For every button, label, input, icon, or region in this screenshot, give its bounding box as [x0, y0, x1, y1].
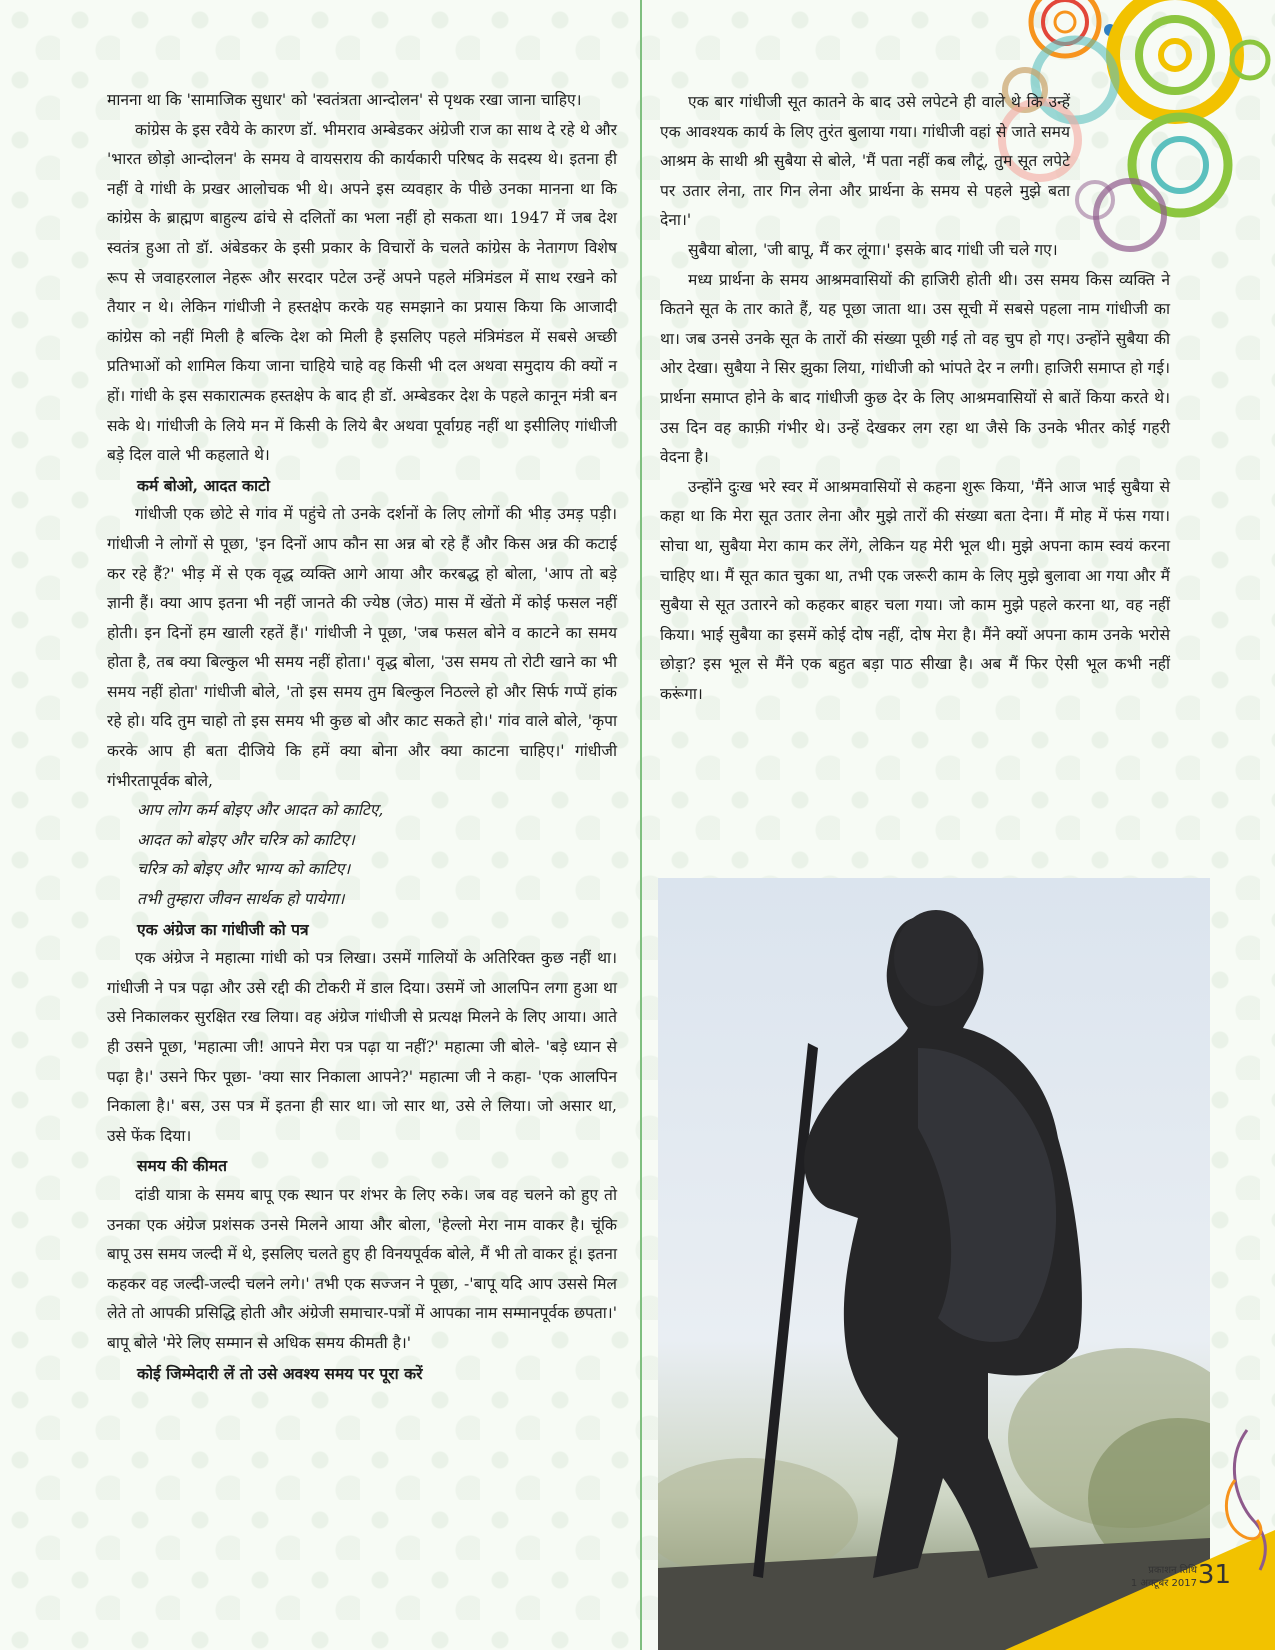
- paragraph: दांडी यात्रा के समय बापू एक स्थान पर शंभर के लिए रुके। जब वह चलने को हुए तो उनका एक अंग्रेज प्रशंसक उनसे मिलने आया और बोला, 'हेल्लो मेरा नाम वाकर है। चूंकि बापू उस समय जल्दी में थे, इसलिए चलते हुए ही विनयपूर्वक बोले, मैं भी तो वाकर हूं। इतना कहकर वह जल्दी-जल्दी चलने लगे।' तभी एक सज्जन ने पूछा, -'बापू यदि आप उससे मिल लेते तो आपकी प्रसिद्धि होती और अंग्रेजी समाचार-पत्रों में आपका नाम सम्मानपूर्वक छपता।' बापू बोले 'मेरे लिए सम्मान से अधिक समय कीमती है।': [107, 1185, 617, 1352]
- section-heading: कोई जिम्मेदारी लें तो उसे अवश्य समय पर पूरा करें: [137, 1363, 423, 1383]
- column-divider: [640, 0, 642, 1650]
- right-column: [660, 88, 1170, 709]
- paragraph: एक अंग्रेज ने महात्मा गांधी को पत्र लिखा। उसमें गालियों के अतिरिक्त कुछ नहीं था। गांधीजी ने पत्र पढ़ा और उसे रद्दी की टोकरी में डाल दिया। उसमें जो आलपिन लगा हुआ था उसे निकालकर सुरक्षित रख लिया। वह अंग्रेज गांधीजी से प्रत्यक्ष मिलने के लिए आया। आते ही उसने पूछा, 'महात्मा जी! आपने मेरा पत्र पढ़ा या नहीं?' महात्मा जी बोले- 'बड़े ध्यान से पढ़ा है।' उसने फिर पूछा- 'क्या सार निकाला आपने?' महात्मा जी ने कहा- 'एक आलपिन निकाला है।' बस, उस पत्र में इतना ही सार था। जो सार था, उसे ले लिया। जो असार था, उसे फेंक दिया।: [107, 949, 617, 1145]
- page-number: 31: [1197, 1560, 1231, 1590]
- paragraph: गांधीजी एक छोटे से गांव में पहुंचे तो उनके दर्शनों के लिए लोगों की भीड़ उमड़ पड़ी। गांधीजी ने लोगों से पूछा, 'इन दिनों आप कौन सा अन्न बो रहे हैं और किस अन्न की कटाई कर रहे हैं?' भीड़ में से एक वृद्ध व्यक्ति आगे आया और करबद्ध हो बोला, 'आप तो बड़े ज्ञानी हैं। क्या आप इतना भी नहीं जानते की ज्येष्ठ (जेठ) मास में खेंतो में कोई फसल नहीं होती। इन दिनों हम खाली रहतें हैं।' गांधीजी ने पूछा, 'जब फसल बोने व काटने का समय होता है, तब क्या बिल्कुल भी समय नहीं होता।' वृद्ध बोला, 'उस समय तो रोटी खाने का भी समय नहीं होता' गांधीजी बोले, 'तो इस समय तुम बिल्कुल निठल्ले हो और सिर्फ गप्पें हांक रहे हो। यदि तुम चाहो तो इस समय भी कुछ बो और काट सकते हो।' गांव वाले बोले, 'कृपा करके आप ही बता दीजिये कि हमें क्या बोना और क्या काटना चाहिए।' गांधीजी गंभीरतापूर्वक बोले,: [107, 505, 617, 790]
- poem-line: तभी तुम्हारा जीवन सार्थक हो पायेगा।: [137, 890, 345, 909]
- paragraph: एक बार गांधीजी सूत कातने के बाद उसे लपेटने ही वाले थे कि उन्हें एक आवश्यक कार्य के लिए तुरंत बुलाया गया। गांधीजी वहां से जाते समय आश्रम के साथी श्री सुबैया से बोले, 'मैं पता नहीं कब लौटूं, तुम सूत लपेटे पर उतार लेना, तार गिन लेना और प्रार्थना के समय से पहले मुझे बता देना।': [660, 93, 1070, 230]
- poem: [107, 796, 617, 914]
- section-heading: एक अंग्रेज का गांधीजी को पत्र: [137, 919, 309, 939]
- paragraph: उन्होंने दुःख भरे स्वर में आश्रमवासियों से कहना शुरू किया, 'मैंने आज भाई सुबैया से कहा था कि मेरा सूत उतार लेना और मुझे तारों की संख्या बता देना। मैं मोह में फंस गया। सोचा था, सुबैया मेरा काम कर लेंगे, लेकिन यह मेरी भूल थी। मुझे अपना काम स्वयं करना चाहिए था। मैं सूत कात चुका था, तभी एक जरूरी काम के लिए मुझे बुलावा आ गया और मैं सुबैया से सूत उतारने को कहकर बाहर चला गया। जो काम मुझे पहले करना था, वह नहीं किया। भाई सुबैया का इसमें कोई दोष नहीं, दोष मेरा है। मैंने क्यों अपना काम उनके भरोसे छोड़ा? इस भूल से मैंने एक बहुत बड़ा पाठ सीखा है। अब मैं फिर ऐसी भूल कभी नहीं करूंगा।: [660, 477, 1170, 703]
- publication-label: प्रकाशन तिथि: [1148, 1565, 1197, 1576]
- left-column: [107, 86, 617, 1388]
- poem-line: आदत को बोइए और चरित्र को काटिए।: [137, 830, 355, 849]
- poem-line: आप लोग कर्म बोइए और आदत को काटिए,: [137, 801, 384, 820]
- paragraph: सुबैया बोला, 'जी बापू, मैं कर लूंगा।' इसके बाद गांधी जी चले गए।: [688, 240, 1058, 259]
- publication-info: [1131, 1564, 1197, 1590]
- paragraph: कांग्रेस के इस रवैये के कारण डॉ. भीमराव अम्बेडकर अंग्रेजी राज का साथ दे रहे थे और 'भारत छोड़ो आन्दोलन' के समय वे वायसराय की कार्यकारी परिषद के सदस्य थे। इतना ही नहीं वे गांधी के प्रखर आलोचक भी थे। अपने इस व्यवहार के पीछे उनका मानना था कि कांग्रेस के ब्राह्मण बाहुल्य ढांचे से दलितों का भला नहीं हो सकता था। 1947 में जब देश स्वतंत्र हुआ तो डॉ. अंबेडकर के इसी प्रकार के विचारों के चलते कांग्रेस के नेतागण विशेष रूप से जवाहरलाल नेहरू और सरदार पटेल उन्हें अपने पहले मंत्रिमंडल में साथ रखने को तैयार न थे। लेकिन गांधीजी ने हस्तक्षेप करके यह समझाने का प्रयास किया कि आजादी कांग्रेस को नहीं मिली है बल्कि देश को मिली है इसलिए पहले मंत्रिमंडल में सबसे अच्छी प्रतिभाओं को शामिल किया जाना चाहिये चाहे वह किसी भी दल अथवा समुदाय की क्यों न हों। गांधी के इस सकारात्मक हस्तक्षेप के बाद ही डॉ. अम्बेडकर देश के पहले कानून मंत्री बन सके थे। गांधीजी के लिये मन में किसी के लिये बैर अथवा पूर्वाग्रह नहीं था इसीलिए गांधीजी बड़े दिल वाले भी कहलाते थे।: [107, 120, 618, 465]
- section-heading: कर्म बोओ, आदत काटो: [137, 475, 270, 495]
- section-heading: समय की कीमत: [137, 1156, 228, 1176]
- paragraph: मानना था कि 'सामाजिक सुधार' को 'स्वतंत्रता आन्दोलन' से पृथक रखा जाना चाहिए।: [107, 91, 582, 109]
- poem-line: चरित्र को बोइए और भाग्य को काटिए।: [137, 860, 351, 879]
- paragraph: मध्य प्रार्थना के समय आश्रमवासियों की हाजिरी होती थी। उस समय किस व्यक्ति ने कितने सूत के तार काते हैं, यह पूछा जाता था। उस सूची में सबसे पहला नाम गांधीजी का था। जब उनसे उनके सूत के तारों की संख्या पूछी गई तो वह चुप हो गए। उन्होंने सुबैया की ओर देखा। सुबैया ने सिर झुका लिया, गांधीजी को भांपते देर न लगी। हाजिरी समाप्त हो गई। प्रार्थना समाप्त होने के बाद गांधीजी कुछ देर के लिए आश्रमवासियों से बातें किया करते थे। उस दिन वह काफ़ी गंभीर थे। उन्हें देखकर लग रहा था जैसे कि उनके भीतर कोई गहरी वेदना है।: [660, 270, 1170, 467]
- publication-date: 1 अक्टूबर 2017: [1130, 1578, 1197, 1589]
- corner-decoration: [985, 1420, 1275, 1650]
